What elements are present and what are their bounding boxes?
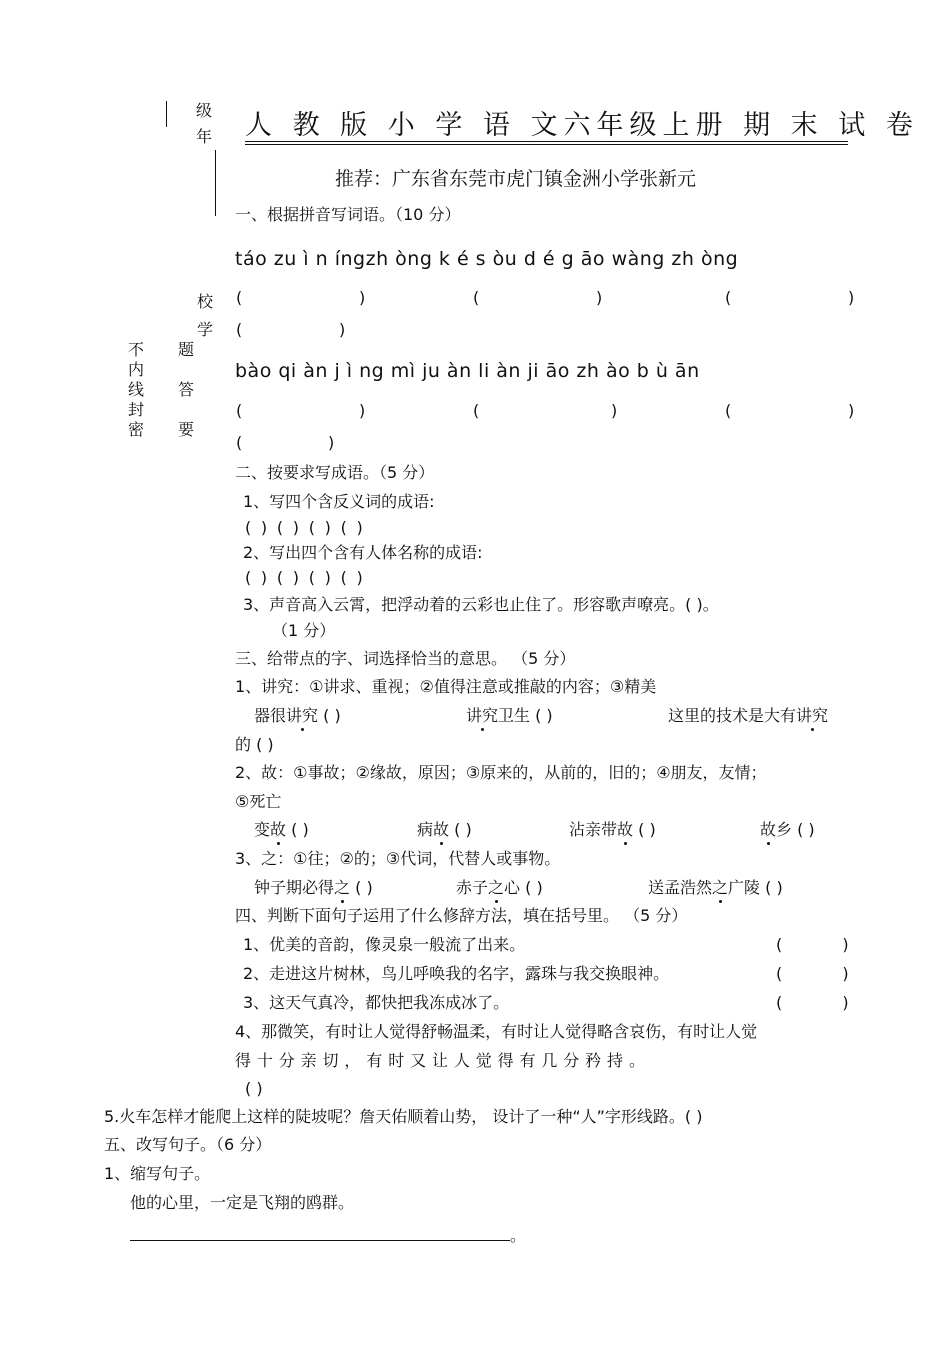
seal-left-2: 内 — [128, 360, 145, 379]
s3-q2-a-post: ( ) — [286, 820, 309, 839]
seal-left-3: 线 — [128, 380, 145, 399]
s3-q3-item-c — [648, 880, 783, 896]
s3-q3-c-pre: 送孟浩然 — [648, 878, 713, 897]
section3-heading: 三、给带点的字、词选择恰当的意思。 （5 分） — [235, 649, 576, 668]
s3-q2-item-a — [254, 822, 309, 838]
section3-q1: 1、讲究：①讲求、重视；②值得注意或推敲的内容；③精美 — [235, 677, 657, 696]
s3-q2-b-post: ( ) — [449, 820, 472, 839]
section4-q2: 2、走进这片树林，鸟儿呼唤我的名字，露珠与我交换眼神。 — [243, 964, 670, 983]
s1-r2-close-4: ) — [328, 433, 335, 452]
section5-heading: 五、改写句子。（6 分） — [104, 1135, 272, 1154]
s1-r1-close-4: ) — [339, 320, 346, 339]
s3-q3-b-pre: 赤子 — [456, 878, 489, 897]
s3-q1-item-d: 的 ( ) — [235, 735, 274, 754]
s3-q1-item-a — [254, 708, 341, 724]
seal-left-4: 封 — [128, 400, 145, 419]
section2-q3: 3、声音高入云霄，把浮动着的云彩也止住了。形容歌声嘹亮。( )。 — [243, 595, 719, 614]
s3-q3-b-dot: 之 — [488, 878, 505, 897]
s3-q1-b-dot: 讲究 — [466, 706, 499, 725]
s3-q2-b-pre: 病 — [417, 820, 434, 839]
page-title: 人 教 版 小 学 语 文六年级上册 期 末 试 卷 — [245, 110, 919, 141]
s3-q3-item-b — [456, 880, 543, 896]
margin-line-short — [166, 101, 167, 127]
section3-q2-cont: ⑤死亡 — [235, 792, 282, 811]
s3-q1-a-pre: 器很 — [254, 706, 287, 725]
section4-q1-blank: ( ) — [776, 935, 849, 954]
title-underline-1 — [245, 141, 848, 142]
s3-q1-a-post: ( ) — [318, 706, 341, 725]
seal-right-2: 答 — [178, 380, 195, 399]
s1-r1-close-1: ) — [359, 288, 366, 307]
s3-q1-c-pre: 这里的技术是大有 — [668, 706, 797, 725]
s3-q3-b-post: 心 ( ) — [504, 878, 543, 897]
s1-r2-open-2: ( — [473, 401, 480, 420]
s3-q2-item-d — [760, 822, 815, 838]
s1-r1-open-2: ( — [473, 288, 480, 307]
s3-q3-c-dot: 之 — [712, 878, 729, 897]
margin-line-long — [215, 150, 216, 216]
s1-r1-open-1: ( — [236, 288, 243, 307]
title-underline-2 — [245, 144, 848, 145]
s3-q2-b-dot: 故 — [433, 820, 450, 839]
section2-q2: 2、写出四个含有人体名称的成语: — [243, 543, 483, 562]
section4-q3-blank: ( ) — [776, 993, 849, 1012]
s1-r2-close-2: ) — [611, 401, 618, 420]
seal-right-1: 题 — [178, 340, 195, 359]
s3-q2-d-dot: 故 — [760, 820, 777, 839]
s3-q3-a-dot: 之 — [334, 878, 351, 897]
s3-q2-c-dot: 故 — [617, 820, 634, 839]
section2-q3-score: （1 分） — [272, 621, 336, 640]
school-char-1: 校 — [197, 292, 214, 311]
s3-q2-a-dot: 故 — [270, 820, 287, 839]
section4-q5: 5.火车怎样才能爬上这样的陡坡呢？詹天佑顺着山势， 设计了一种“人”字形线路。( ) — [104, 1107, 703, 1126]
class-char-1: 级 — [196, 101, 213, 120]
s1-r2-open-3: ( — [725, 401, 732, 420]
s1-r2-open-1: ( — [236, 401, 243, 420]
s3-q3-c-post: 广陵 ( ) — [728, 878, 783, 897]
seal-left-1: 不 — [128, 340, 145, 359]
class-char-2: 年 — [196, 127, 213, 146]
section4-q2-blank: ( ) — [776, 964, 849, 983]
s3-q1-item-b — [466, 708, 553, 724]
section4-heading: 四、判断下面句子运用了什么修辞方法，填在括号里。 （5 分） — [235, 906, 688, 925]
s3-q3-a-pre: 钟子期必得 — [254, 878, 335, 897]
section5-q1-end: 。 — [510, 1226, 527, 1245]
s3-q2-d-post: 乡 ( ) — [776, 820, 815, 839]
s3-q2-c-pre: 沾亲带 — [569, 820, 618, 839]
s3-q1-a-dot: 讲究 — [286, 706, 319, 725]
seal-left-5: 密 — [128, 420, 145, 439]
s1-r2-close-1: ) — [359, 401, 366, 420]
pinyin-row-2: bào qi àn j ì ng mì ju àn li àn ji āo zh ào b ù ān — [235, 360, 700, 382]
s3-q2-a-pre: 变 — [254, 820, 271, 839]
s3-q3-a-post: ( ) — [350, 878, 373, 897]
section2-heading: 二、按要求写成语。（5 分） — [235, 463, 435, 482]
section5-q1: 1、缩写句子。 — [104, 1164, 211, 1183]
section1-heading: 一、根据拼音写词语。（10 分） — [235, 205, 461, 224]
section3-q3: 3、之：①往；②的；③代词，代替人或事物。 — [235, 849, 561, 868]
school-char-2: 学 — [197, 320, 214, 339]
s3-q1-item-c — [668, 708, 828, 724]
section4-q3: 3、这天气真冷，都快把我冻成冰了。 — [243, 993, 510, 1012]
page-subtitle: 推荐：广东省东莞市虎门镇金洲小学张新元 — [335, 168, 697, 190]
section2-q1: 1、写四个含反义词的成语: — [243, 492, 435, 511]
s3-q2-item-b — [417, 822, 472, 838]
section4-q4-blank: ( ) — [245, 1079, 263, 1098]
s3-q1-c-dot: 讲究 — [796, 706, 829, 725]
s1-r1-close-2: ) — [596, 288, 603, 307]
s1-r2-close-3: ) — [848, 401, 855, 420]
s1-r1-close-3: ) — [848, 288, 855, 307]
s1-r1-open-4: ( — [236, 320, 243, 339]
section5-answer-line[interactable] — [130, 1240, 510, 1241]
section2-q2-blanks: ( ) ( ) ( ) ( ) — [245, 568, 366, 587]
section4-q4-cont: 得 十 分 亲 切 ， 有 时 又 让 人 觉 得 有 几 分 矜 持 。 — [235, 1051, 646, 1070]
s1-r1-open-3: ( — [725, 288, 732, 307]
section2-q1-blanks: ( ) ( ) ( ) ( ) — [245, 518, 366, 537]
section4-q4: 4、那微笑，有时让人觉得舒畅温柔，有时让人觉得略含哀伤，有时让人觉 — [235, 1022, 758, 1041]
section3-q2: 2、故：①事故；②缘故，原因；③原来的，从前的，旧的；④朋友，友情； — [235, 763, 767, 782]
section4-q1: 1、优美的音韵，像灵泉一般流了出来。 — [243, 935, 526, 954]
section5-q1-sentence: 他的心里，一定是飞翔的鸥群。 — [130, 1193, 355, 1212]
seal-right-3: 要 — [178, 420, 195, 439]
s3-q3-item-a — [254, 880, 373, 896]
s3-q1-b-post: 卫生 ( ) — [498, 706, 553, 725]
s1-r2-open-4: ( — [236, 433, 243, 452]
s3-q2-item-c — [569, 822, 656, 838]
pinyin-row-1: táo zu ì n íngzh òng k é s òu d é g āo wàng zh òng — [235, 248, 739, 270]
s3-q2-c-post: ( ) — [633, 820, 656, 839]
